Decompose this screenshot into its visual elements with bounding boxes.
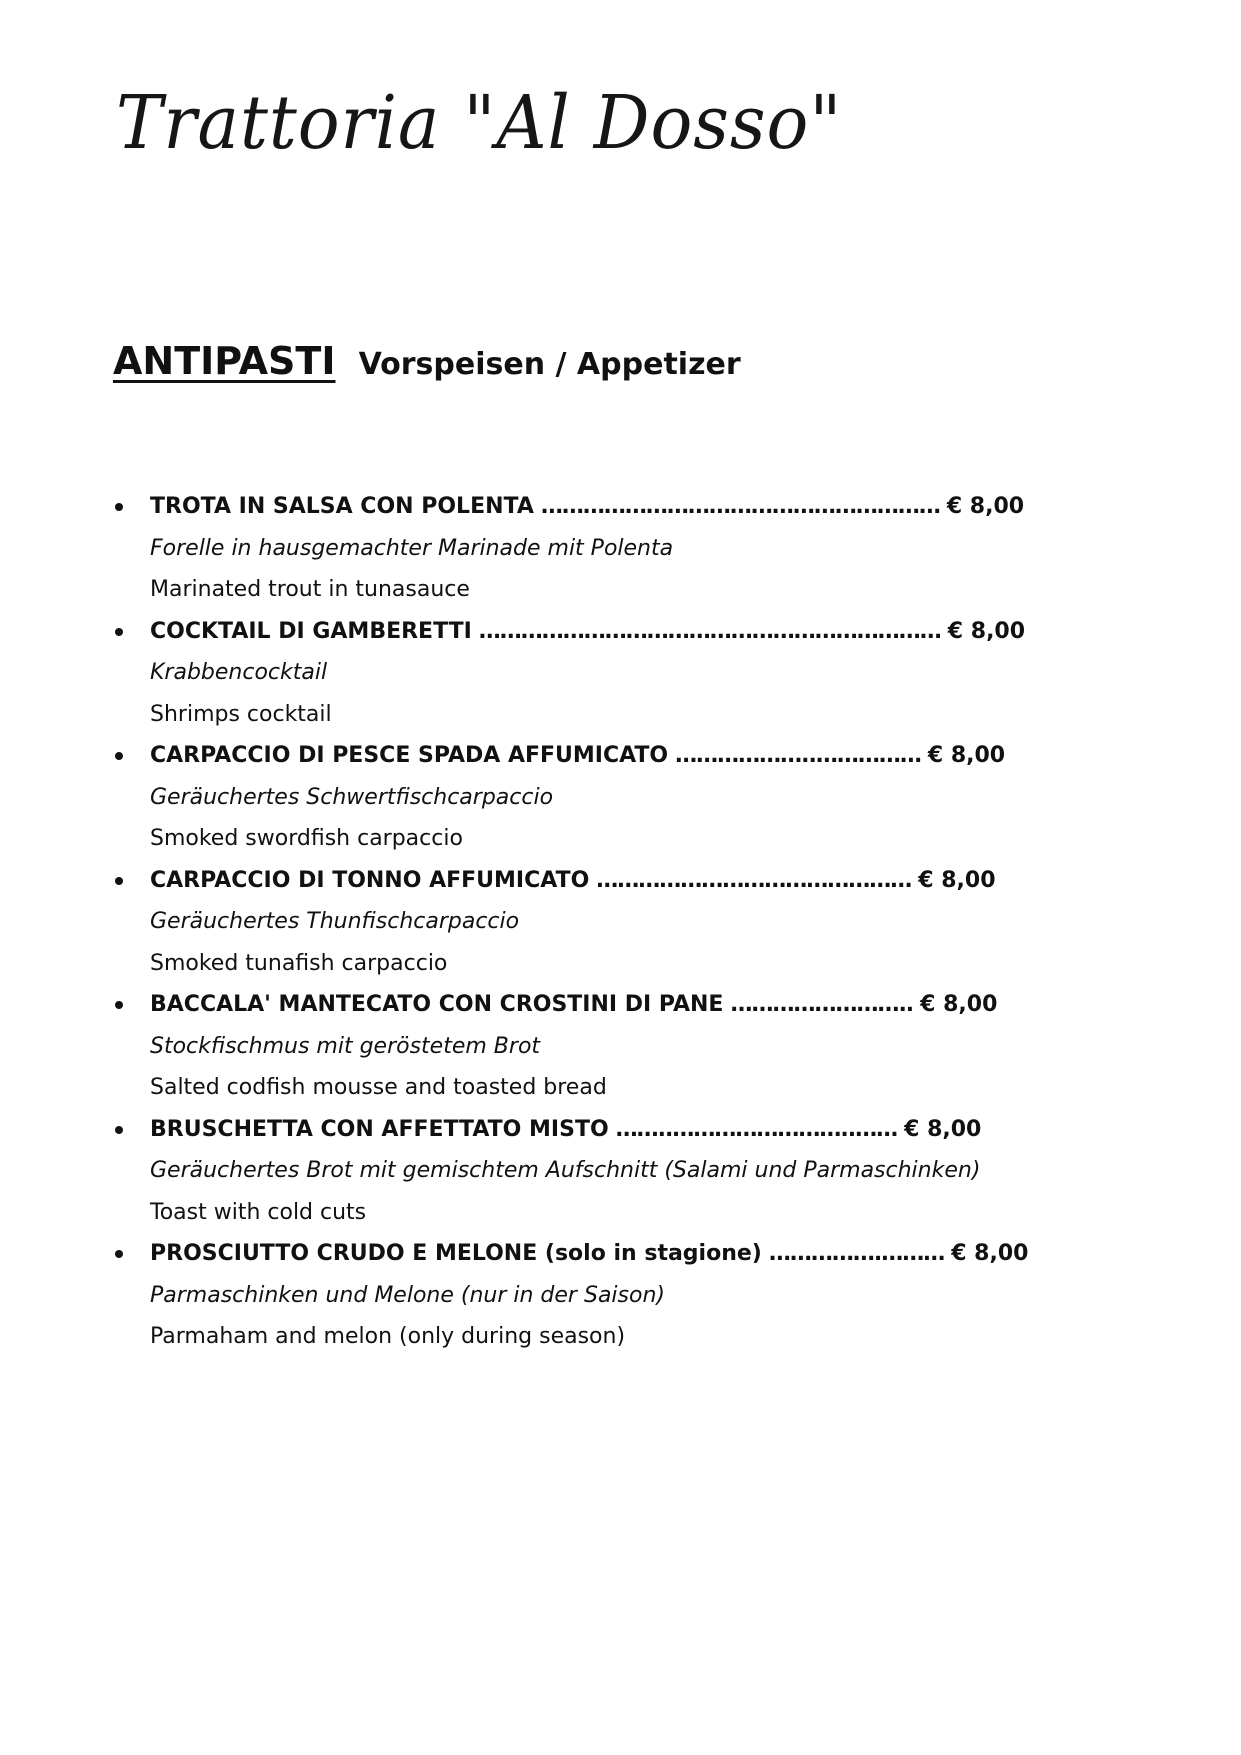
dish-price: € 8,00 xyxy=(947,618,1026,644)
dish-name: CARPACCIO DI PESCE SPADA AFFUMICATO xyxy=(150,743,669,768)
bullet-icon xyxy=(115,1001,123,1009)
dish-description-english: Toast with cold cuts xyxy=(150,1199,367,1225)
menu-item-title-line xyxy=(150,735,1052,777)
bullet-icon xyxy=(115,628,123,636)
dish-description-german: Geräuchertes Thunfischcarpaccio xyxy=(150,909,520,934)
dish-name: BACCALA' MANTECATO CON CROSTINI DI PANE xyxy=(150,992,724,1017)
menu-item-title-line xyxy=(150,486,1052,528)
section-header xyxy=(113,339,741,383)
dish-description-german: Geräuchertes Schwertfischcarpaccio xyxy=(150,784,554,810)
dot-leader: ……..……………………..…… xyxy=(615,1116,898,1142)
dot-leader: ……………………………………… xyxy=(596,867,912,893)
bullet-icon xyxy=(115,877,123,885)
menu-item-bruschetta xyxy=(112,1109,1052,1234)
menu-item-title-line xyxy=(150,611,1052,653)
dish-price: € 8,00 xyxy=(927,743,1006,768)
menu-item-cocktail-gamberetti xyxy=(112,611,1052,736)
dish-description-english: Shrimps cocktail xyxy=(150,701,332,727)
dish-description-german: Forelle in hausgemachter Marinade mit Polenta xyxy=(150,535,674,561)
dish-price: € 8,00 xyxy=(920,992,998,1017)
dish-description-german: Stockfischmus mit geröstetem Brot xyxy=(150,1033,541,1059)
section-title: ANTIPASTI xyxy=(113,339,336,383)
menu-item-title-line xyxy=(150,860,1052,902)
dish-description-german: Parmaschinken und Melone (nur in der Saison) xyxy=(150,1282,665,1308)
dot-leader: …………………….. xyxy=(730,992,914,1017)
dish-name: TROTA IN SALSA CON POLENTA xyxy=(150,494,534,519)
menu-item-carpaccio-tonno xyxy=(112,860,1052,985)
menu-item-prosciutto-melone xyxy=(112,1233,1052,1358)
dish-description-english: Smoked tunafish carpaccio xyxy=(150,950,448,976)
dish-name: COCKTAIL DI GAMBERETTI xyxy=(150,618,472,644)
menu-list xyxy=(112,486,1052,1358)
dish-description-english: Parmaham and melon (only during season) xyxy=(150,1324,626,1349)
dish-name: PROSCIUTTO CRUDO E MELONE (solo in stagione) xyxy=(150,1241,762,1266)
bullet-icon xyxy=(115,1250,123,1258)
dish-description-german: Geräuchertes Brot mit gemischtem Aufschnitt (Salami und Parmaschinken) xyxy=(150,1158,981,1183)
dish-description-english: Salted codfish mousse and toasted bread xyxy=(150,1075,607,1100)
menu-item-title-line xyxy=(150,984,1052,1026)
dish-name: BRUSCHETTA CON AFFETTATO MISTO xyxy=(150,1116,609,1142)
menu-item-trota xyxy=(112,486,1052,611)
menu-item-carpaccio-pesce-spada xyxy=(112,735,1052,860)
dot-leader: ………………..…………… xyxy=(675,743,921,768)
dish-price: € 8,00 xyxy=(951,1241,1029,1266)
dish-price: € 8,00 xyxy=(946,494,1025,519)
dish-description-english: Marinated trout in tunasauce xyxy=(150,577,470,602)
dot-leader: ………………………………………………………… xyxy=(478,618,941,644)
menu-item-title-line xyxy=(150,1109,1052,1151)
dish-price: € 8,00 xyxy=(918,867,996,893)
menu-item-baccala xyxy=(112,984,1052,1109)
bullet-icon xyxy=(115,503,123,511)
bullet-icon xyxy=(115,752,123,760)
dish-description-german: Krabbencocktail xyxy=(150,660,328,685)
dish-description-english: Smoked swordfish carpaccio xyxy=(150,826,463,851)
restaurant-name: Trattoria "Al Dosso" xyxy=(116,80,843,166)
bullet-icon xyxy=(115,1126,123,1134)
dish-name: CARPACCIO DI TONNO AFFUMICATO xyxy=(150,867,590,893)
menu-item-title-line xyxy=(150,1233,1052,1275)
dish-price: € 8,00 xyxy=(904,1116,982,1142)
dot-leader: ………………………………………………… xyxy=(540,494,940,519)
dot-leader: …………….……… xyxy=(768,1241,945,1266)
section-subtitle: Vorspeisen / Appetizer xyxy=(358,347,741,382)
